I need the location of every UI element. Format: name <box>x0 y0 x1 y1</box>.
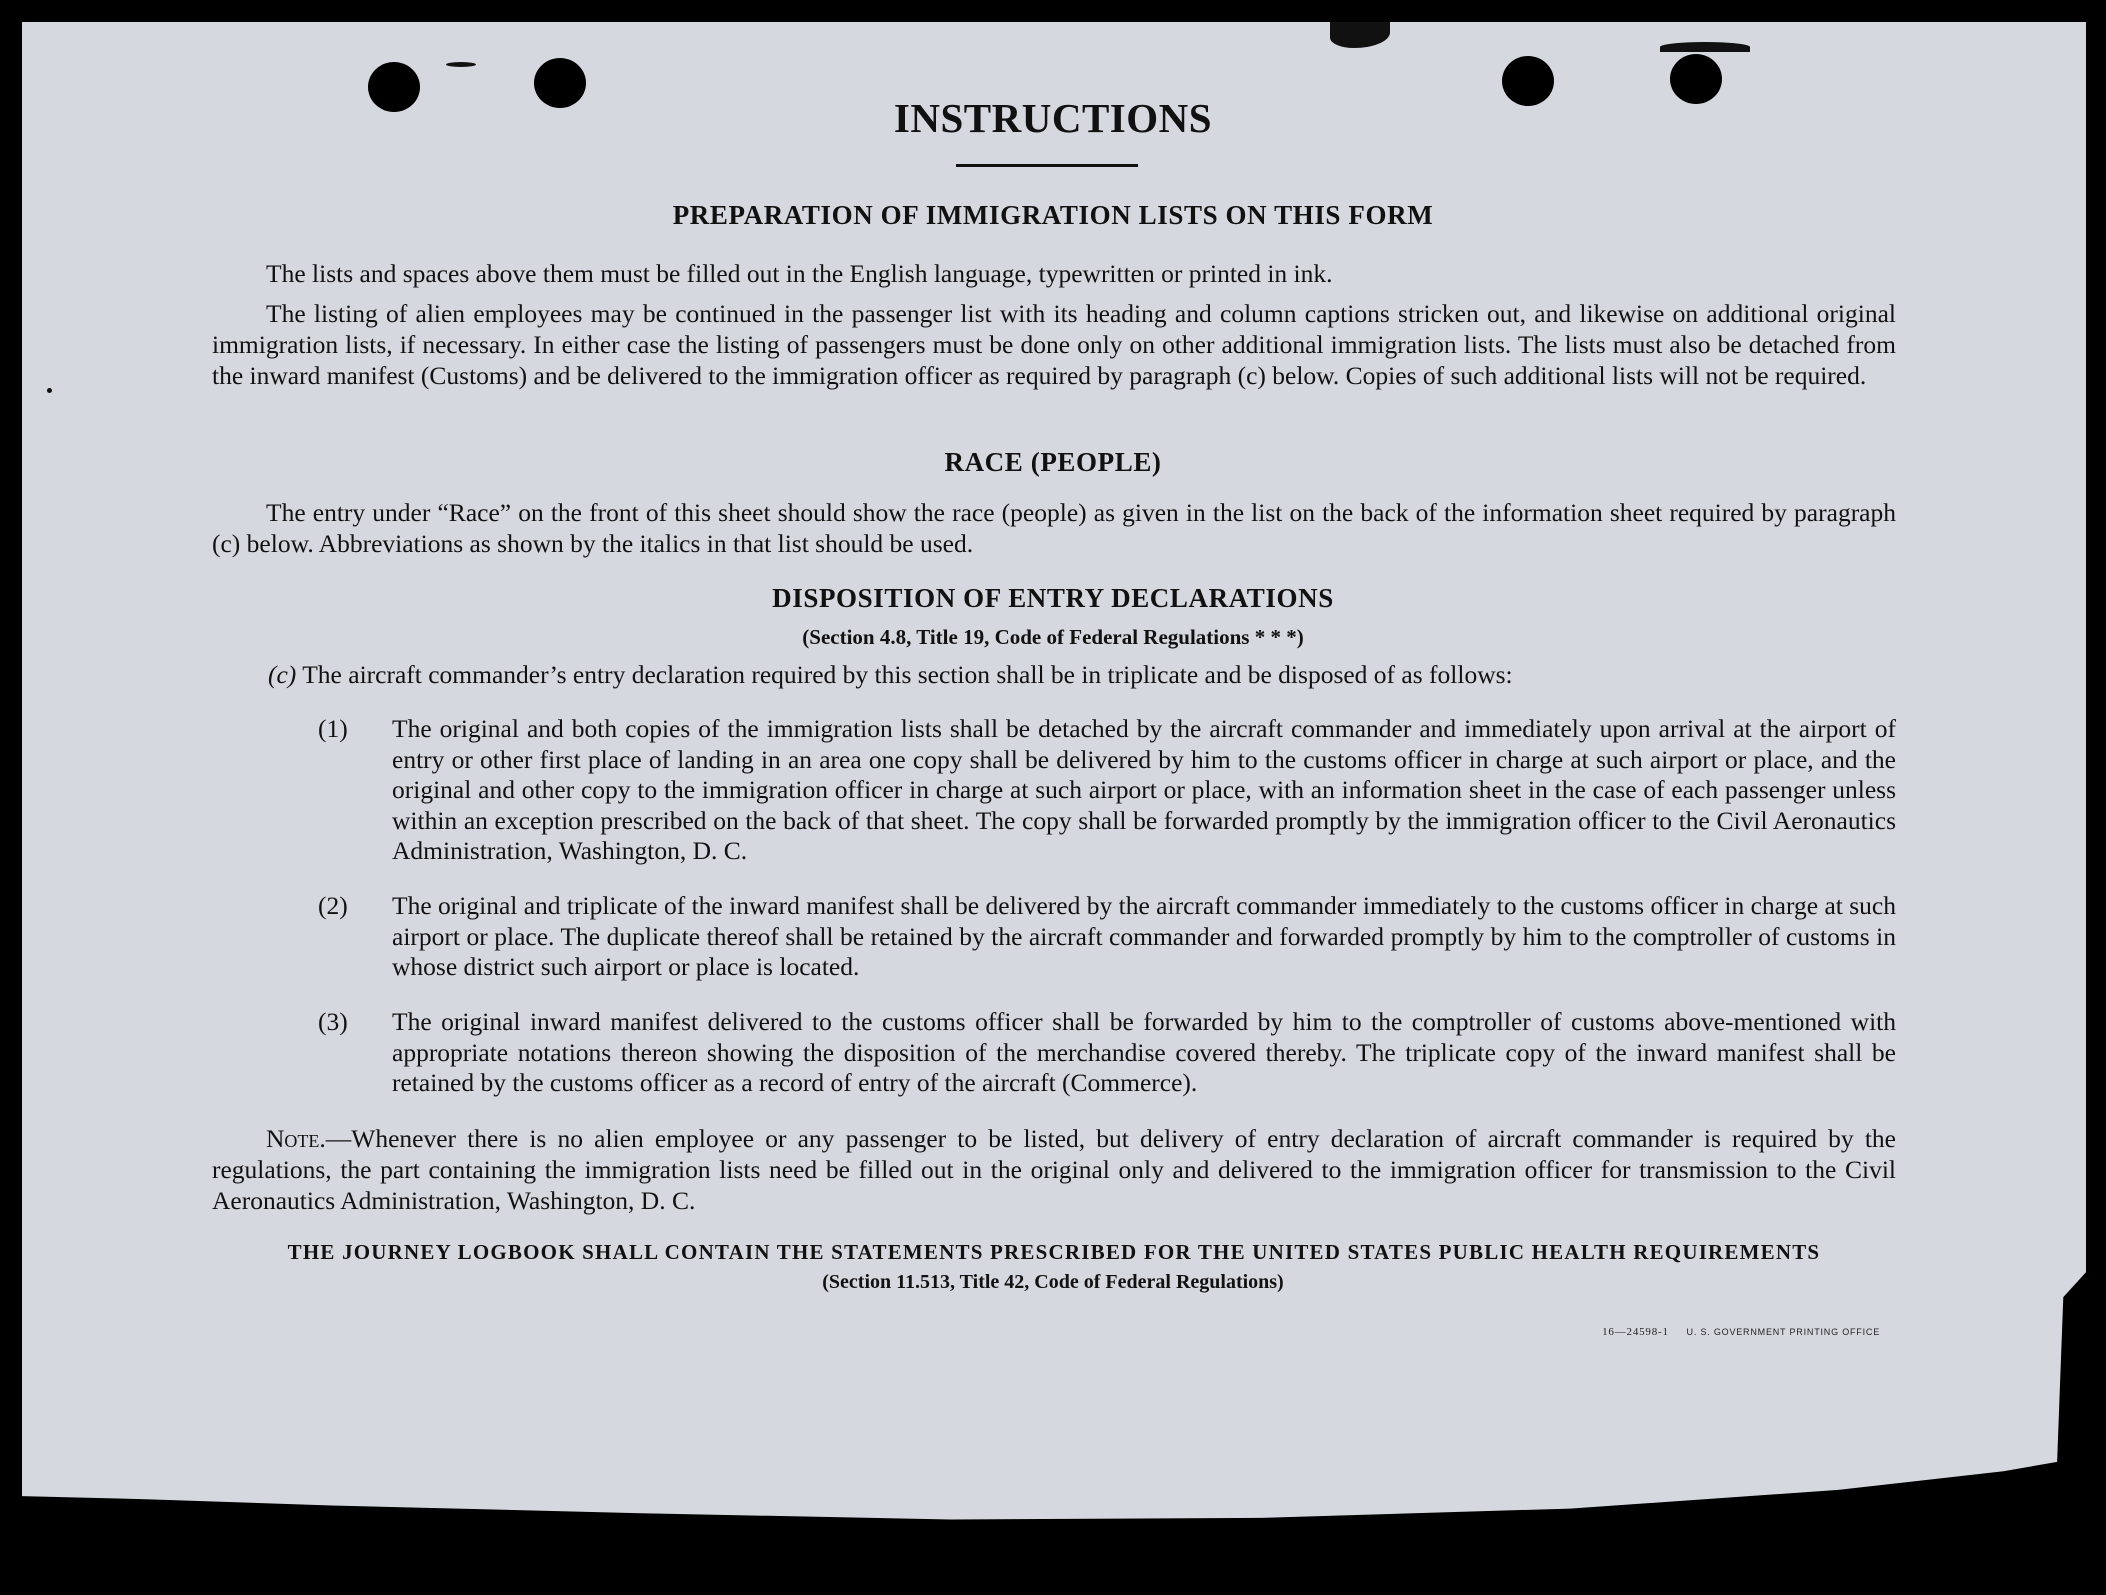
note-paragraph <box>212 1123 1896 1216</box>
list-item-number: (3) <box>318 1007 348 1036</box>
list-item <box>318 714 1896 867</box>
form-code: 16—24598-1 <box>1602 1326 1669 1338</box>
list-item <box>318 1007 1896 1099</box>
note-text: —Whenever there is no alien employee or any passenger to be listed, but delivery of entry declaration of aircraft commander is required by the regulations, the part containing the immigration lists need be filled out in the original only and delivered to the immigration officer for transmission to the Civil Aeronautics Administration, Washington, D. C. <box>212 1124 1896 1215</box>
health-citation: (Section 11.513, Title 42, Code of Federal Regulations) <box>822 1271 1284 1293</box>
paragraph-alien-employees: The listing of alien employees may be continued in the passenger list with its heading and column captions stricken out, and likewise on additional original immigration lists, if necessary. In either case the listing of passengers must be done only on other additional immigration lists. The lists must also be detached from the inward manifest (Customs) and be delivered to the immigration officer as required by paragraph (c) below. Copies of such additional lists will not be required. <box>212 299 1896 390</box>
section-citation: (Section 4.8, Title 19, Code of Federal Regulations * * *) <box>802 625 1304 649</box>
paragraph-c-intro <box>268 659 1896 690</box>
list-item-text: The original and both copies of the immigration lists shall be detached by the aircraft commander and immediately upon arrival at the airport of entry or other first place of landing in an area one copy shall be delivered by him to the customs officer in charge at such airport or place, and the original and other copy to the immigration officer in charge at such airport or place, with an information sheet in the case of each passenger unless within an exception prescribed on the back of that sheet. The copy shall be forwarded promptly by the immigration officer to the Civil Aeronautics Administration, Washington, D. C. <box>392 714 1896 865</box>
section-heading-preparation: PREPARATION OF IMMIGRATION LISTS ON THIS FORM <box>672 200 1434 230</box>
paragraph-intro-text: The aircraft commander’s entry declaration required by this section shall be in triplicate and be disposed of as follows: <box>302 660 1513 689</box>
list-item-number: (1) <box>318 714 348 743</box>
section-heading-race: RACE (PEOPLE) <box>944 447 1162 477</box>
list-item-text: The original and triplicate of the inward manifest shall be delivered by the aircraft commander immediately to the customs officer in charge at such airport or place. The duplicate thereof shall be retained by the aircraft commander and forwarded promptly by him to the comptroller of customs in whose district such airport or place is located. <box>392 891 1896 981</box>
section-heading-disposition: DISPOSITION OF ENTRY DECLARATIONS <box>772 583 1334 613</box>
list-item <box>318 891 1896 983</box>
list-item-number: (2) <box>318 891 348 920</box>
paragraph-label: (c) <box>268 660 297 689</box>
paragraph-english-language: The lists and spaces above them must be filled out in the English language, typewritten or printed in ink. <box>266 259 1333 288</box>
title-underline <box>956 164 1138 167</box>
note-label: Note. <box>266 1124 326 1153</box>
printer-name: U. S. GOVERNMENT PRINTING OFFICE <box>1686 1327 1880 1337</box>
document-title: INSTRUCTIONS <box>893 95 1213 141</box>
paragraph-race-entry: The entry under “Race” on the front of this sheet should show the race (people) as given in the list on the back of the information sheet required by paragraph (c) below. Abbreviations as shown by the italics in that list should be used. <box>212 498 1896 558</box>
printer-imprint <box>1500 1326 1880 1338</box>
health-requirements-line: THE JOURNEY LOGBOOK SHALL CONTAIN THE STATEMENTS PRESCRIBED FOR THE UNITED STATES PUBLIC HEALTH REQUIREMENTS <box>287 1240 1821 1264</box>
list-item-text: The original inward manifest delivered to the customs officer shall be forwarded by him to the comptroller of customs above-mentioned with appropriate notations thereon showing the disposition of the merchandise covered thereby. The triplicate copy of the inward manifest shall be retained by the customs officer as a record of entry of the aircraft (Commerce). <box>392 1007 1896 1097</box>
